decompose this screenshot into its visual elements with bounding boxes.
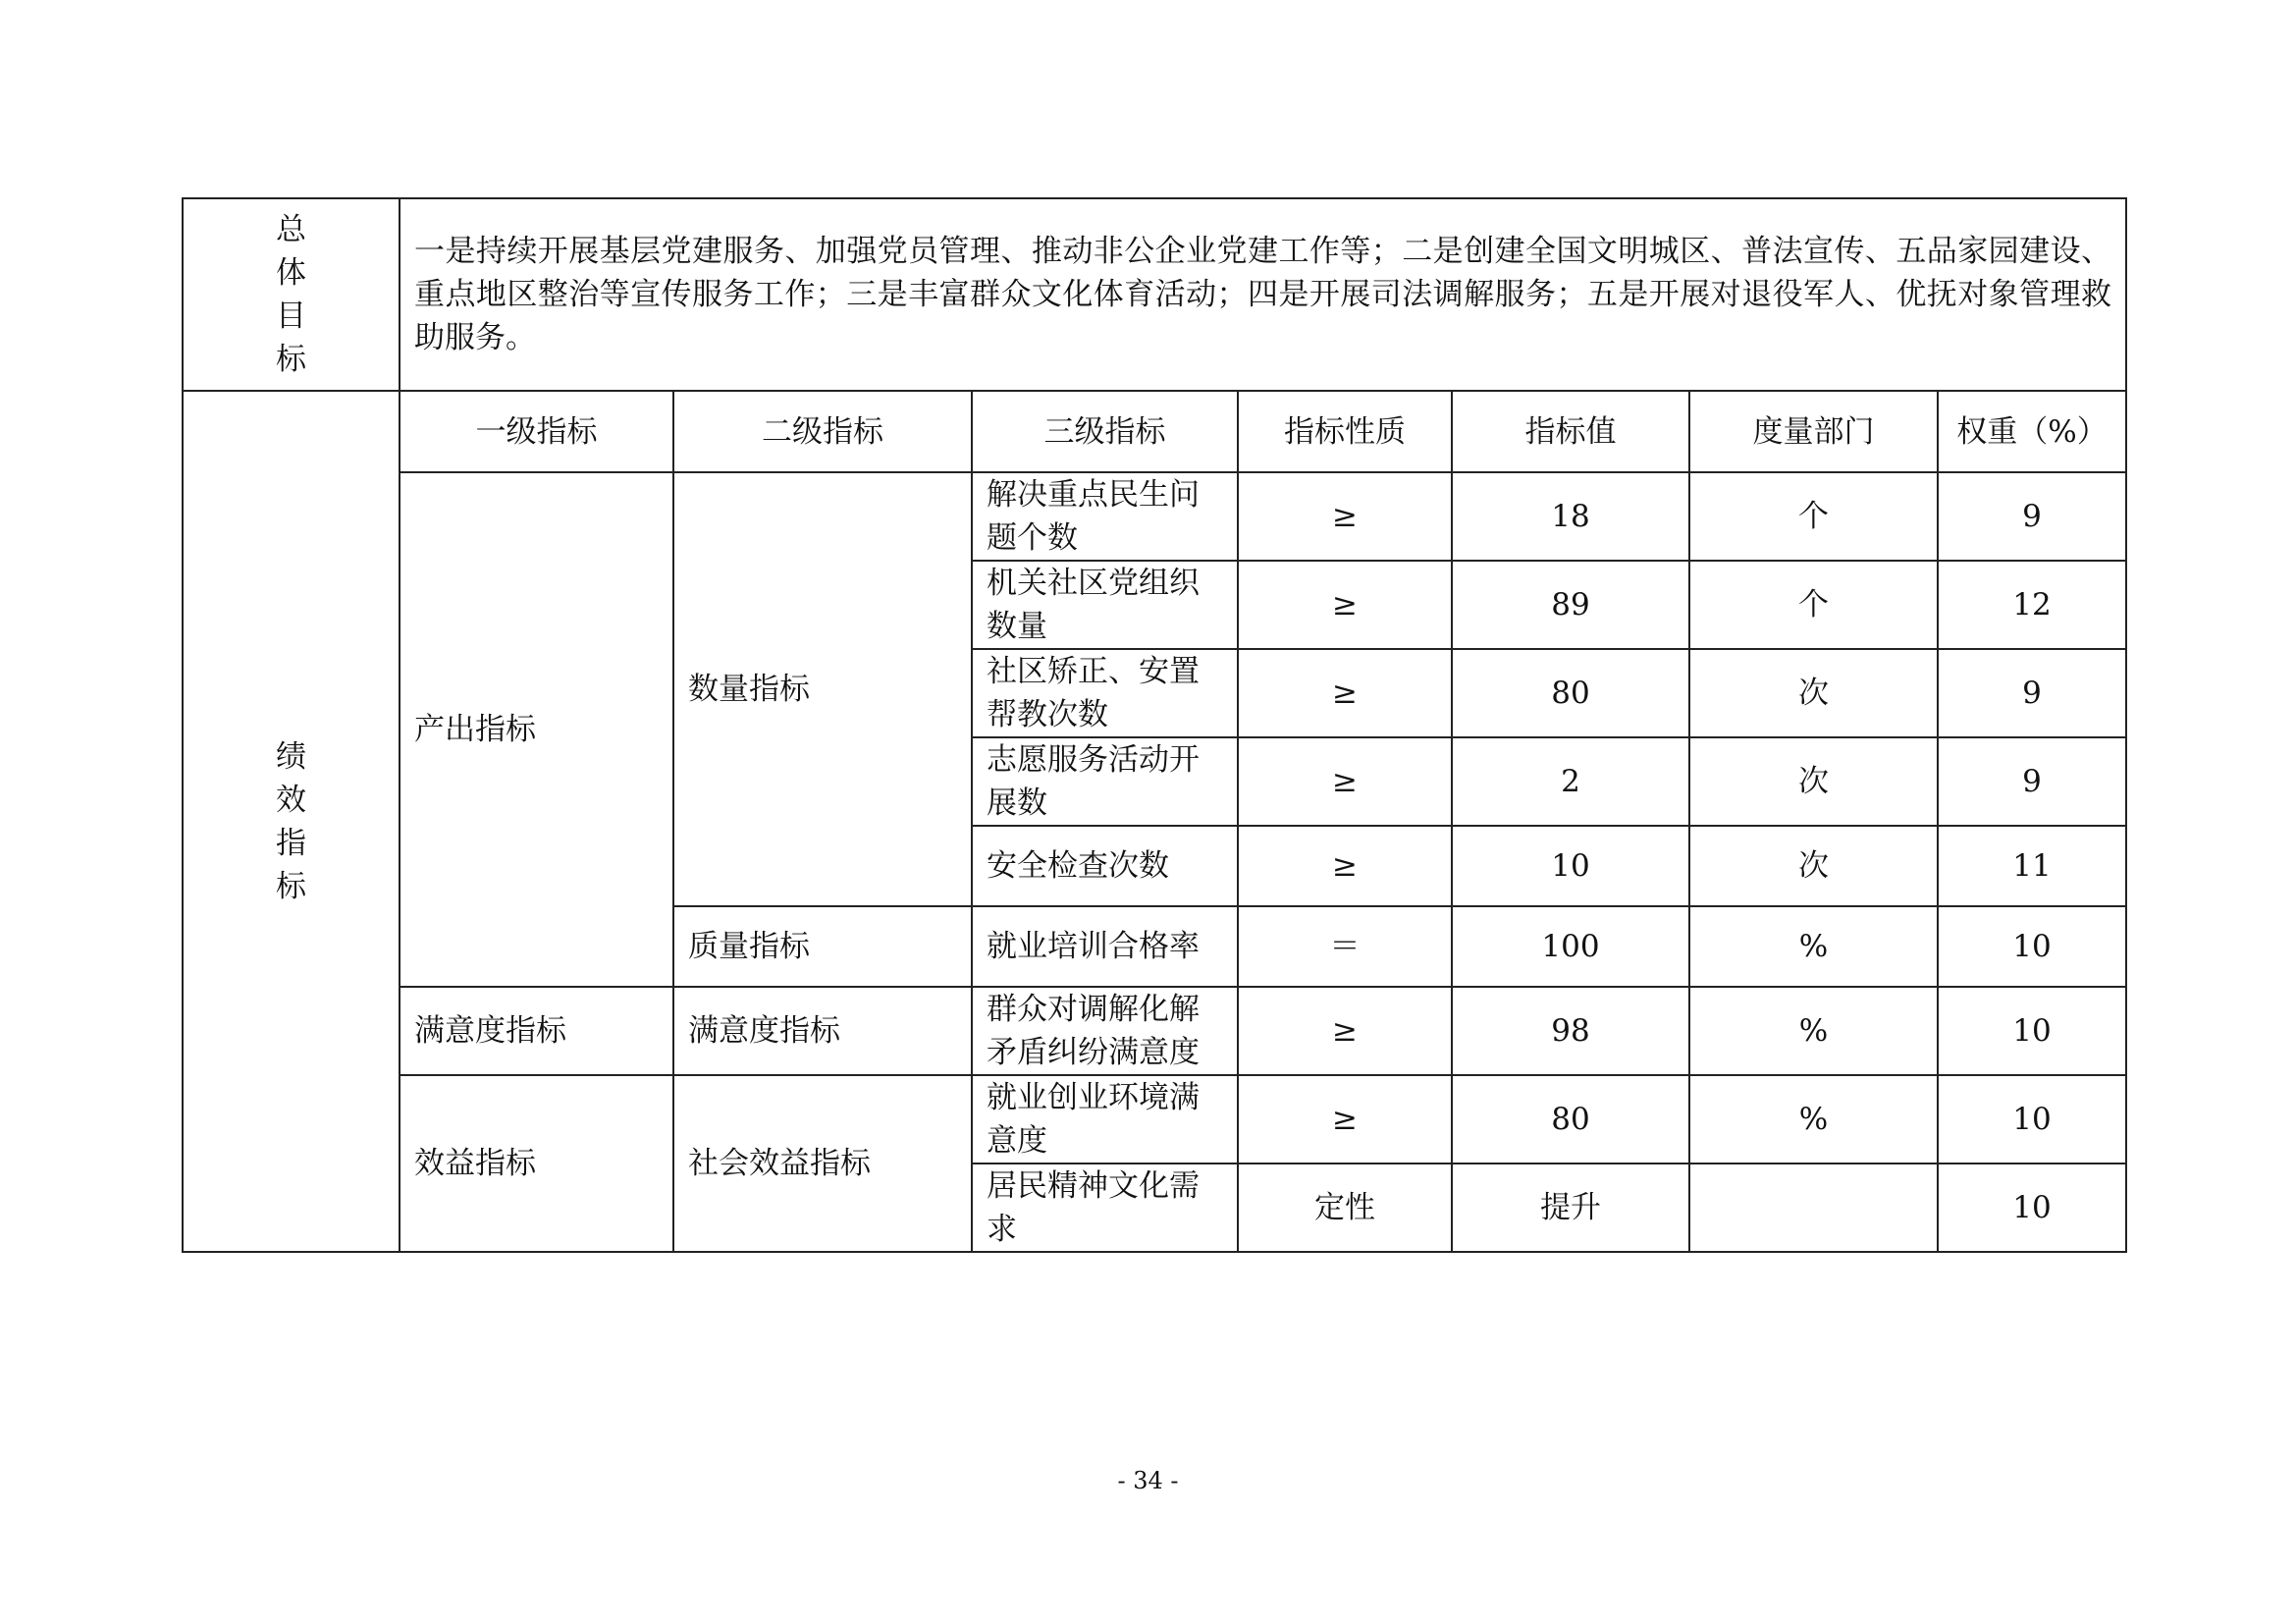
level2-satisfaction: 满意度指标 xyxy=(673,987,972,1075)
weight-cell: 11 xyxy=(1938,826,2126,906)
weight-cell: 9 xyxy=(1938,737,2126,826)
header-weight: 权重（%） xyxy=(1938,391,2126,472)
level1-output: 产出指标 xyxy=(400,472,673,987)
nature-cell: ≥ xyxy=(1238,987,1452,1075)
performance-indicator-label: 绩 效 指 标 xyxy=(183,391,400,1252)
header-value: 指标值 xyxy=(1452,391,1689,472)
nature-cell: ≥ xyxy=(1238,826,1452,906)
table-row xyxy=(183,472,2126,561)
value-cell: 89 xyxy=(1452,561,1689,649)
unit-cell: % xyxy=(1689,1075,1938,1164)
value-cell: 100 xyxy=(1452,906,1689,987)
level3-cell: 社区矫正、安置帮教次数 xyxy=(972,649,1238,737)
weight-cell: 9 xyxy=(1938,472,2126,561)
overall-goal-label: 总 体 目 标 xyxy=(183,198,400,391)
header-level2: 二级指标 xyxy=(673,391,972,472)
value-cell: 80 xyxy=(1452,1075,1689,1164)
nature-cell: ＝ xyxy=(1238,906,1452,987)
unit-cell: 次 xyxy=(1689,826,1938,906)
weight-cell: 12 xyxy=(1938,561,2126,649)
weight-cell: 10 xyxy=(1938,906,2126,987)
header-nature: 指标性质 xyxy=(1238,391,1452,472)
level3-cell: 群众对调解化解矛盾纠纷满意度 xyxy=(972,987,1238,1075)
value-cell: 18 xyxy=(1452,472,1689,561)
value-cell: 提升 xyxy=(1452,1164,1689,1252)
level2-quantity: 数量指标 xyxy=(673,472,972,906)
unit-cell: % xyxy=(1689,987,1938,1075)
nature-cell: 定性 xyxy=(1238,1164,1452,1252)
nature-cell: ≥ xyxy=(1238,1075,1452,1164)
weight-cell: 10 xyxy=(1938,1075,2126,1164)
table-row xyxy=(183,987,2126,1075)
level3-cell: 志愿服务活动开展数 xyxy=(972,737,1238,826)
level3-cell: 机关社区党组织数量 xyxy=(972,561,1238,649)
level3-cell: 就业创业环境满意度 xyxy=(972,1075,1238,1164)
value-cell: 2 xyxy=(1452,737,1689,826)
level2-social-benefit: 社会效益指标 xyxy=(673,1075,972,1252)
level3-cell: 居民精神文化需求 xyxy=(972,1164,1238,1252)
weight-cell: 9 xyxy=(1938,649,2126,737)
level2-quality: 质量指标 xyxy=(673,906,972,987)
value-cell: 10 xyxy=(1452,826,1689,906)
header-unit: 度量部门 xyxy=(1689,391,1938,472)
level3-cell: 安全检查次数 xyxy=(972,826,1238,906)
unit-cell: 个 xyxy=(1689,561,1938,649)
unit-cell: 次 xyxy=(1689,737,1938,826)
nature-cell: ≥ xyxy=(1238,737,1452,826)
level3-cell: 就业培训合格率 xyxy=(972,906,1238,987)
header-level3: 三级指标 xyxy=(972,391,1238,472)
performance-goal-table xyxy=(182,197,2127,1253)
table-row xyxy=(183,1075,2126,1164)
unit-cell xyxy=(1689,1164,1938,1252)
header-level1: 一级指标 xyxy=(400,391,673,472)
level1-satisfaction: 满意度指标 xyxy=(400,987,673,1075)
nature-cell: ≥ xyxy=(1238,649,1452,737)
unit-cell: 次 xyxy=(1689,649,1938,737)
page-number: - 34 - xyxy=(1117,1467,1179,1494)
weight-cell: 10 xyxy=(1938,1164,2126,1252)
level3-cell: 解决重点民生问题个数 xyxy=(972,472,1238,561)
nature-cell: ≥ xyxy=(1238,561,1452,649)
unit-cell: 个 xyxy=(1689,472,1938,561)
nature-cell: ≥ xyxy=(1238,472,1452,561)
overall-goal-text: 一是持续开展基层党建服务、加强党员管理、推动非公企业党建工作等；二是创建全国文明城区、普法宣传、五品家园建设、重点地区整治等宣传服务工作；三是丰富群众文化体育活动；四是开展司法调解服务；五是开展对退役军人、优抚对象管理救助服务。 xyxy=(400,198,2126,391)
level1-benefit: 效益指标 xyxy=(400,1075,673,1252)
value-cell: 80 xyxy=(1452,649,1689,737)
weight-cell: 10 xyxy=(1938,987,2126,1075)
unit-cell: % xyxy=(1689,906,1938,987)
value-cell: 98 xyxy=(1452,987,1689,1075)
